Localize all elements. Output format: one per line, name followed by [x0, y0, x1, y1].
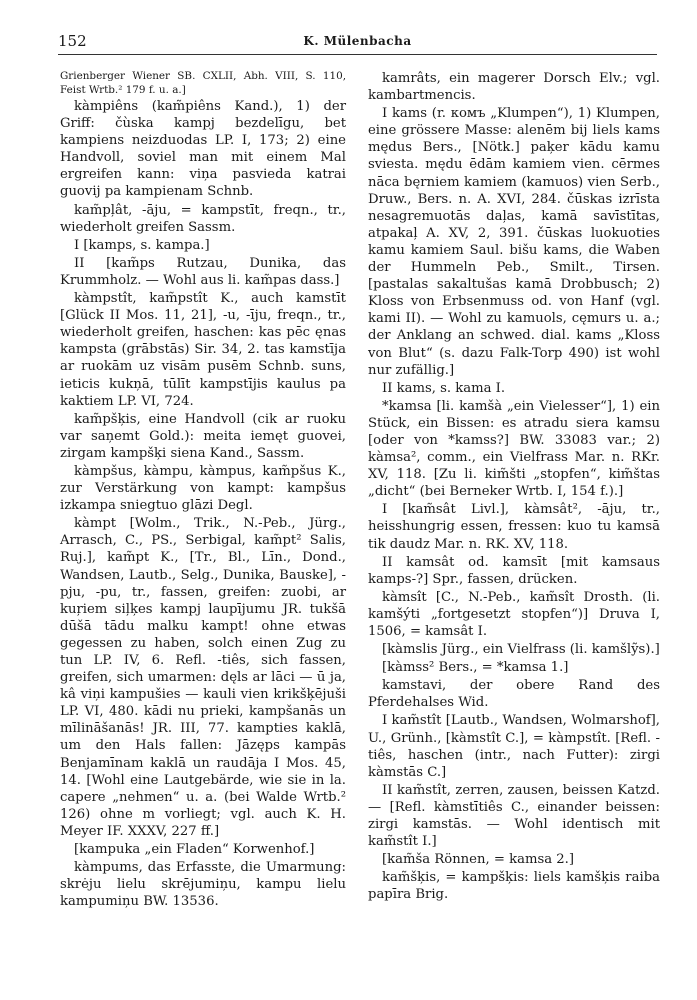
right-column [368, 70, 660, 905]
page-number: 152 [58, 32, 87, 50]
page-header [58, 30, 657, 55]
dictionary-entry: I [kamps, s. kampa.] [74, 237, 210, 253]
dictionary-entry: kamrâts, ein magerer Dorsch Elv.; vgl. kambartmencis. [368, 71, 660, 104]
dictionary-entry: kàmsît [C., N.-Peb., kam̃sît Drosth. (li. kamšýti „fortgesetzt stopfen“)] Druva I, 1506, = kamsât I. [368, 589, 660, 639]
dictionary-entry: kam̃šķis, = kampšķis: liels kamšķis raiba papīra Brig. [368, 870, 660, 903]
dictionary-entry: II kam̃stît, zerren, zausen, beissen Katzd. — [Refl. kàmstītiês C., einander beissen: zirgi kamstās. — Wohl identisch mit kam̃stît I.] [368, 782, 660, 850]
dictionary-entry: I [kam̃sât Livl.], kàmsât², -āju, tr., heisshungrig essen, fressen: kuo tu kamsā tik daudz Mar. n. RK. XV, 118. [368, 502, 660, 552]
dictionary-entry: *kamsa [li. kamšà „ein Vielesser“], 1) ein Stück, ein Bissen: es atradu siera kamsu [oder von *kamss?] BW. 33083 var.; 2) kàmsa², comm., ein Vielfrass Mar. n. RKr. XV, 118. [Zu li. kim̃šti „stopfen“, kim̃štas „dicht“ (bei Berneker Wrtb. I, 154 f.).] [368, 398, 660, 500]
dictionary-entry: kàmpstît, kam̃pstît K., auch kamstīt [Glück II Mos. 11, 21], -u, -īju, freqn., tr., wiederholt greifen, haschen: kas pēc ęnas kampsta (grābstās) Sir. 34, 2. tas kamstīja ar ruokām uz visām pusēm Schnb. suns, ieticis kukņā, tūlīt kampstījis kaulus pa kaktiem LP. VI, 724. [60, 291, 346, 409]
dictionary-entry: kam̃pļât, -āju, = kampstīt, freqn., tr., wiederholt greifen Sassm. [60, 202, 346, 235]
dictionary-entry: [kàmslis Jürg., ein Vielfrass (li. kamšlỹs).] [382, 642, 660, 658]
dictionary-entry: I kams (r. комъ „Klumpen“), 1) Klumpen, eine grössere Masse: alenēm bij liels kams mędus Bers., [Nötk.] paķer kādu kamu sviesta. mędu ēdām kamiem vien. cērmes nāca bęrniem kamiem (kamuos) vien Serb., Druw., Bers. n. A. XVI, 284. čūskas izrīsta nesagremuotās daļas, kamā savīstītas, atpakaļ A. XV, 2, 391. čūskas luokuoties kamu kamiem Saul. bišu kams, die Waben der Hummeln Peb., Smilt., Tirsen. [pastalas sakaltušas kamā Drobbusch; 2) Kloss von Erbsenmuss od. von Hanf (vgl. kami II). — Wohl zu kamuols, cęmurs u. a.; der Anklang an schwed. dial. kams „Kloss von Blut“ (s. dazu Falk-Torp 490) ist wohl nur zufällig.] [368, 106, 660, 378]
dictionary-entry: kàmpiêns (kam̃piêns Kand.), 1) der Griff: čùska kampj bezdelīgu, bet kampiens neizduodas LP. I, 173; 2) eine Handvoll, soviel man mit einem Mal ergreifen kann: viņa pasvieda katrai guovij pa kampienam Schnb. [60, 99, 346, 200]
running-head: K. Mülenbacha [303, 34, 412, 48]
dictionary-entry: [kam̃ša Rönnen, = kamsa 2.] [382, 852, 575, 868]
left-column [60, 70, 346, 911]
dictionary-entry: Grienberger Wiener SB. CXLII, Abh. VIII, S. 110, Feist Wrtb.² 179 f. u. a.] [60, 70, 346, 96]
dictionary-entry: kàmpt [Wolm., Trik., N.-Peb., Jürg., Arrasch, C., PS., Serbigal, kam̃pt² Salis, Ruj.], kam̃pt K., [Tr., Bl., Līn., Dond., Wandsen, Lautb., Selg., Dunika, Bauske], -pju, -pu, tr., fassen, greifen: zuobi, ar kuŗiem siļķes kampj laupījumu JR. tukšā dūšā tādu malku kampt! ohne etwas gegessen zu haben, solch einen Zug zu tun LP. IV, 6. Refl. -tiês, sich fassen, greifen, sich umarmen: dęls ar lāci — ū ja, kâ viņi kampušies — kauli vien krikšķējuši LP. VI, 480. kādi nu prieki, kampšanās un mīlināšanās! JR. III, 77. kampties kaklā, um den Hals fallen: Jāzęps kampās Benjamīnam kaklā un raudāja I Mos. 45, 14. [Wohl eine Lautgebärde, wie sie in la. capere „nehmen“ u. a. (bei Walde Wrtb.² 126) ohne m vorliegt; vgl. auch K. H. Meyer IF. XXXV, 227 ff.] [60, 516, 346, 839]
dictionary-entry: II kams, s. kama I. [382, 380, 506, 396]
dictionary-entry: II kamsât od. kamsīt [mit kamsaus kamps-?] Spr., fassen, drücken. [368, 554, 660, 587]
dictionary-entry: kam̃pšķis, eine Handvoll (cik ar ruoku var saņemt Gold.): meita iemęt guovei, zirgam kampšķi siena Kand., Sassm. [60, 411, 346, 461]
dictionary-entry: kàmpums, das Erfasste, die Umarmung: skrėju lielu skrējumiņu, kampu lielu kampumiņu BW. 13536. [60, 860, 346, 910]
dictionary-entry: [kàmss² Bers., = *kamsa 1.] [382, 660, 569, 676]
dictionary-entry: kàmpšus, kàmpu, kàmpus, kam̃pšus K., zur Verstärkung von kampt: kampšus izkampa sniegtuo glāzi Degl. [60, 463, 346, 514]
dictionary-entry: II [kam̃ps Rutzau, Dunika, das Krummholz. — Wohl aus li. kam̃pas dass.] [60, 255, 346, 288]
dictionary-entry: [kampuka „ein Fladen“ Korwenhof.] [74, 842, 315, 858]
dictionary-entry: I kam̃stît [Lautb., Wandsen, Wolmarshof], U., Grünh., [kàmstît C.], = kàmpstît. [Refl. -tiês, haschen (intr., nach Futter): zirgi kàmstās C.] [368, 713, 660, 780]
dictionary-entry: kamstavi, der obere Rand des Pferdehalses Wid. [368, 678, 660, 711]
